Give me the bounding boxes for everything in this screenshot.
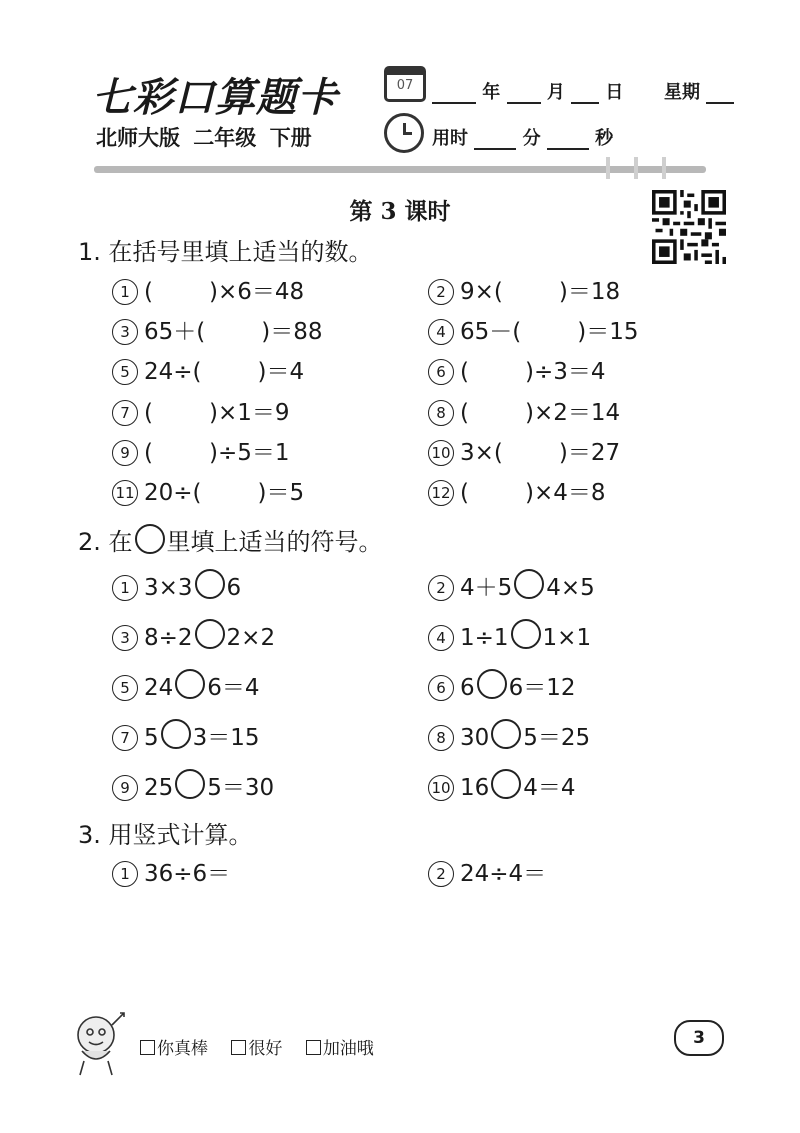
q3-item-2: 2 24÷4＝ bbox=[428, 855, 546, 888]
page-number: 3 bbox=[674, 1020, 724, 1056]
q1-item-6: 6 ( )÷3＝4 bbox=[428, 353, 606, 386]
answer-circle[interactable] bbox=[175, 769, 205, 799]
q3-item-1: 1 36÷6＝ bbox=[112, 855, 230, 888]
header-divider bbox=[94, 166, 706, 173]
date-fields bbox=[432, 78, 734, 104]
q2-item-5: 5 24 6＝4 bbox=[112, 669, 260, 702]
answer-circle[interactable] bbox=[195, 569, 225, 599]
q1-item-5: 5 24÷( )＝4 bbox=[112, 353, 304, 386]
q1-item-1: 1 ( )×6＝48 bbox=[112, 273, 304, 306]
q2-item-10: 10 16 4＝4 bbox=[428, 769, 576, 802]
q2-item-8: 8 30 5＝25 bbox=[428, 719, 590, 752]
q2-item-2: 2 4＋5 4×5 bbox=[428, 569, 595, 602]
checkbox[interactable] bbox=[231, 1040, 246, 1055]
minute-label: 分 bbox=[522, 128, 541, 149]
answer-circle[interactable] bbox=[491, 769, 521, 799]
time-label: 用时 bbox=[432, 128, 468, 149]
q2-item-7: 7 5 3＝15 bbox=[112, 719, 260, 752]
q1-item-12: 12 ( )×4＝8 bbox=[428, 474, 606, 507]
divider-pin bbox=[606, 157, 610, 179]
year-label: 年 bbox=[482, 82, 501, 103]
month-label: 月 bbox=[546, 82, 565, 103]
q2-item-6: 6 6 6＝12 bbox=[428, 669, 576, 702]
q1-item-4: 4 65－( )＝15 bbox=[428, 313, 639, 346]
answer-circle[interactable] bbox=[511, 619, 541, 649]
checkbox[interactable] bbox=[306, 1040, 321, 1055]
eval-option[interactable]: 加油哦 bbox=[306, 1039, 374, 1059]
question-1-title: 1. 在括号里填上适当的数。 bbox=[78, 238, 373, 266]
calendar-icon bbox=[384, 66, 426, 102]
second-label: 秒 bbox=[595, 128, 614, 149]
q1-item-8: 8 ( )×2＝14 bbox=[428, 394, 620, 427]
q1-item-3: 3 65＋( )＝88 bbox=[112, 313, 323, 346]
divider-pin bbox=[634, 157, 638, 179]
qr-code[interactable] bbox=[652, 190, 726, 264]
divider-pin bbox=[662, 157, 666, 179]
q1-item-2: 2 9×( )＝18 bbox=[428, 273, 620, 306]
answer-circle[interactable] bbox=[477, 669, 507, 699]
clock-icon bbox=[384, 113, 424, 153]
weekday-label: 星期 bbox=[663, 82, 700, 103]
brand-title: 七彩口算题卡 bbox=[92, 74, 338, 121]
q2-item-4: 4 1÷1 1×1 bbox=[428, 619, 591, 651]
self-evaluation bbox=[140, 1034, 392, 1059]
time-fields bbox=[432, 124, 613, 150]
question-3-title: 3. 用竖式计算。 bbox=[78, 821, 253, 849]
q2-item-3: 3 8÷2 2×2 bbox=[112, 619, 275, 651]
q1-item-7: 7 ( )×1＝9 bbox=[112, 394, 290, 427]
checkbox[interactable] bbox=[140, 1040, 155, 1055]
q1-item-10: 10 3×( )＝27 bbox=[428, 434, 620, 467]
answer-circle[interactable] bbox=[175, 669, 205, 699]
question-2-title: 2. 在 里填上适当的符号。 bbox=[78, 522, 383, 557]
eval-option[interactable]: 很好 bbox=[231, 1039, 282, 1059]
eval-option[interactable]: 你真棒 bbox=[140, 1039, 208, 1059]
q2-item-9: 9 25 5＝30 bbox=[112, 769, 274, 802]
q2-item-1: 1 3×3 6 bbox=[112, 569, 241, 601]
q1-item-11: 11 20÷( )＝5 bbox=[112, 474, 304, 507]
calendar-icon-number: 07 bbox=[396, 78, 414, 93]
day-label: 日 bbox=[605, 82, 624, 103]
answer-circle[interactable] bbox=[161, 719, 191, 749]
mascot-icon bbox=[66, 1005, 130, 1077]
answer-circle[interactable] bbox=[491, 719, 521, 749]
answer-circle[interactable] bbox=[514, 569, 544, 599]
answer-circle[interactable] bbox=[195, 619, 225, 649]
lesson-title: 第 3 课时 bbox=[349, 198, 451, 225]
circle-symbol bbox=[135, 524, 165, 554]
edition-subtitle: 北师大版 二年级 下册 bbox=[96, 126, 312, 150]
q1-item-9: 9 ( )÷5＝1 bbox=[112, 434, 290, 467]
